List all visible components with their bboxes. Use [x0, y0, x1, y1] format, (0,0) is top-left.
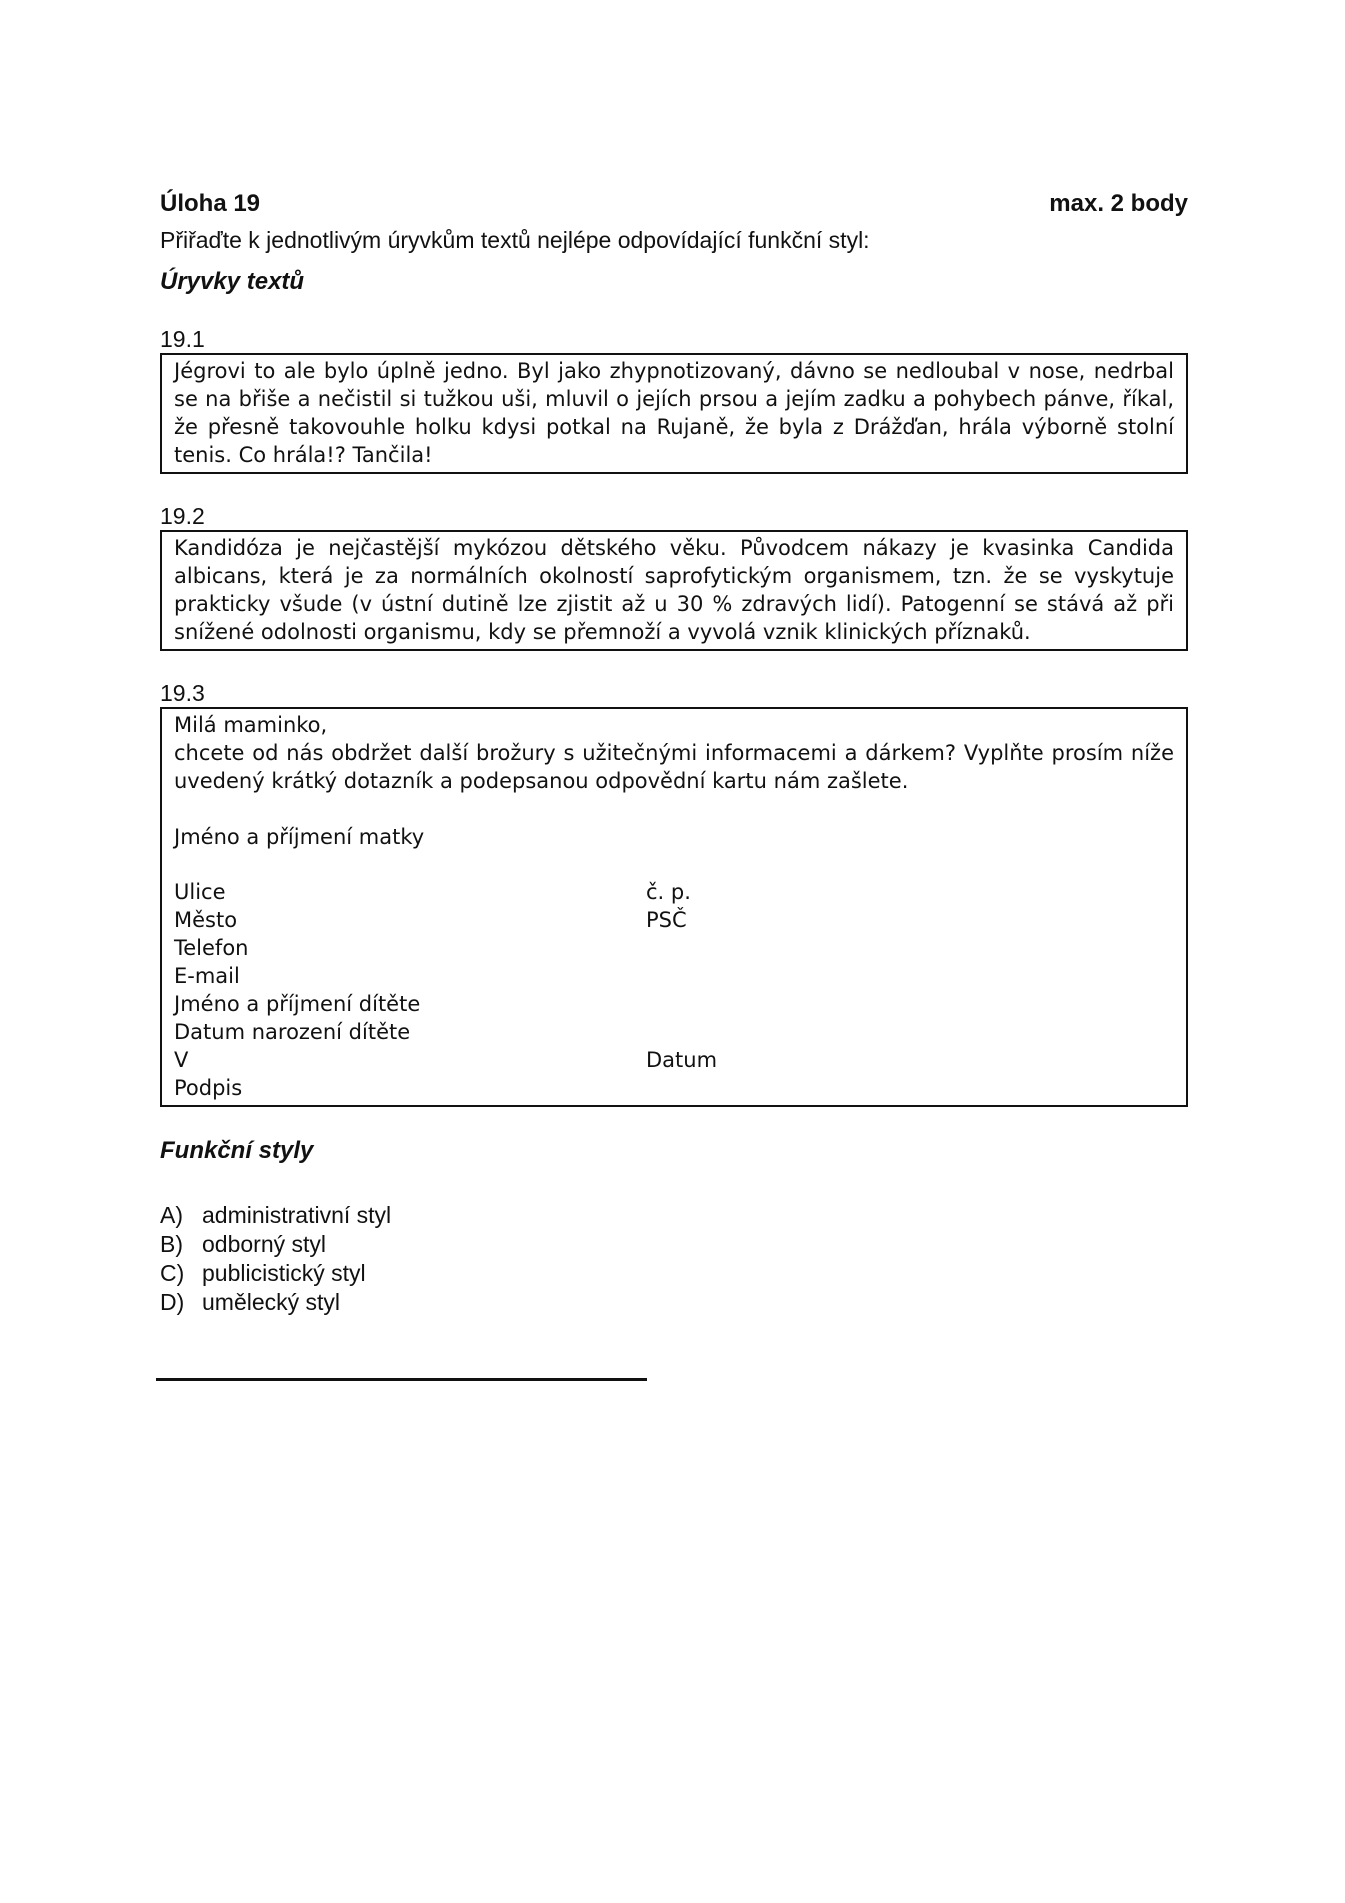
- field-label: Telefon: [174, 936, 249, 960]
- field-label: PSČ: [646, 908, 687, 932]
- exam-page: [160, 190, 1188, 1317]
- excerpt-number: 19.2: [160, 503, 205, 529]
- excerpt-19-1: [160, 326, 1188, 474]
- form-row: [174, 1046, 1174, 1074]
- excerpt-number: 19.1: [160, 326, 205, 352]
- field-label: Ulice: [174, 880, 226, 904]
- option-a: [160, 1201, 1188, 1230]
- excerpt-19-3: [160, 680, 1188, 1107]
- form-row: [174, 962, 1174, 990]
- excerpt-form-box: [160, 707, 1188, 1107]
- mother-name-label: Jméno a příjmení matky: [174, 825, 425, 849]
- option-letter: D): [160, 1289, 185, 1315]
- form-row: [174, 1018, 1174, 1046]
- field-label: Datum narození dítěte: [174, 1020, 411, 1044]
- field-label: [646, 1018, 1174, 1046]
- option-label: publicistický styl: [202, 1260, 366, 1286]
- form-row: [174, 906, 1174, 934]
- excerpt-19-2: [160, 503, 1188, 651]
- field-label: V: [174, 1048, 189, 1072]
- excerpt-number: 19.3: [160, 680, 205, 706]
- excerpt-text-box: Kandidóza je nejčastější mykózou dětského věku. Původcem nákazy je kvasinka Candida albicans, která je za normálních okolností saprofytickým organismem, tzn. že se vyskytuje prakticky všude (v ústní dutině lze zjistit až u 30 % zdravých lidí). Patogenní se stává až při snížené odolnosti organismu, kdy se přemnoží a vyvolá vznik klinických příznaků.: [160, 530, 1188, 651]
- form-row: [174, 990, 1174, 1018]
- option-letter: A): [160, 1202, 183, 1228]
- option-c: [160, 1259, 1188, 1288]
- field-label: Datum: [646, 1048, 718, 1072]
- form-row: [174, 1074, 1174, 1102]
- task-instruction: Přiřaďte k jednotlivým úryvkům textů nejlépe odpovídající funkční styl:: [160, 227, 870, 253]
- option-label: odborný styl: [202, 1231, 327, 1257]
- option-letter: C): [160, 1260, 185, 1286]
- form-row: [174, 934, 1174, 962]
- letter-greeting: Milá maminko,: [174, 713, 328, 737]
- option-d: [160, 1288, 1188, 1317]
- styles-heading: Funkční styly: [160, 1137, 314, 1164]
- end-divider: [156, 1378, 647, 1381]
- field-label: Město: [174, 908, 238, 932]
- option-label: administrativní styl: [202, 1202, 392, 1228]
- excerpt-text-box: Jégrovi to ale bylo úplně jedno. Byl jako zhypnotizovaný, dávno se nedloubal v nose, nedrbal se na břiše a nečistil si tužkou uši, mluvil o jejích prsou a jejím zadku a pohybech pánve, říkal, že přesně takovouhle holku kdysi potkal na Rujaně, že byla z Drážďan, hrála výborně stolní tenis. Co hrála!? Tančila!: [160, 353, 1188, 474]
- option-b: [160, 1230, 1188, 1259]
- field-label: [646, 934, 1174, 962]
- form-row: [174, 878, 1174, 906]
- style-options: [160, 1201, 1188, 1317]
- field-label: Podpis: [174, 1076, 243, 1100]
- field-label: č. p.: [646, 880, 691, 904]
- field-label: [646, 962, 1174, 990]
- field-label: [646, 1074, 1174, 1102]
- option-label: umělecký styl: [202, 1289, 341, 1315]
- field-label: Jméno a příjmení dítěte: [174, 992, 421, 1016]
- max-points: max. 2 body: [1049, 190, 1188, 217]
- field-label: [646, 990, 1174, 1018]
- field-label: E-mail: [174, 964, 240, 988]
- excerpts-heading: Úryvky textů: [160, 268, 305, 295]
- task-title: Úloha 19: [160, 190, 261, 217]
- option-letter: B): [160, 1231, 183, 1257]
- form-fields: [174, 878, 1174, 1102]
- letter-body: chcete od nás obdržet další brožury s užitečnými informacemi a dárkem? Vyplňte prosím níže uvedený krátký dotazník a podepsanou odpovědní kartu nám zašlete.: [174, 741, 1174, 793]
- task-header: [160, 190, 1188, 218]
